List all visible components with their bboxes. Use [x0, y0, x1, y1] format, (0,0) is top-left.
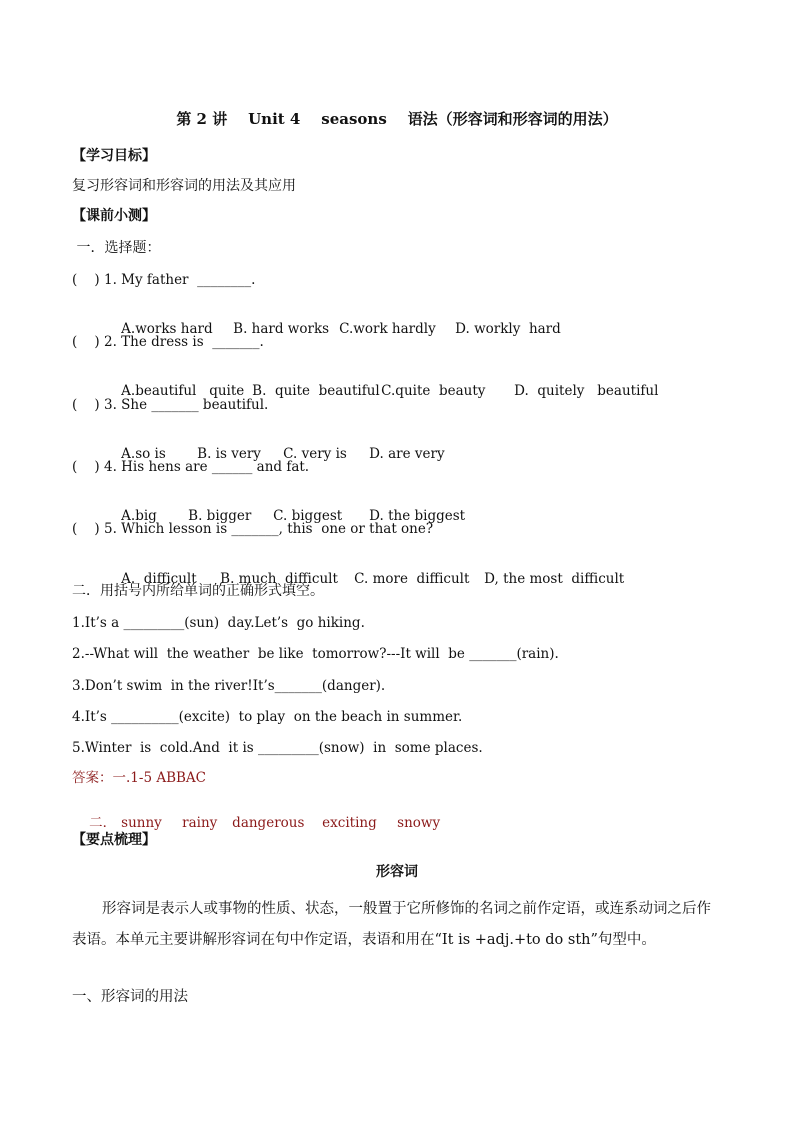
answer-word: rainy — [182, 815, 218, 831]
answer-word: exciting — [322, 815, 377, 831]
option: B. hard works — [233, 321, 330, 337]
answer-word: dangerous — [232, 815, 305, 831]
mc-question-3: ( ) 3. She _______ beautiful. — [72, 397, 269, 413]
sub-title-adjective: 形容词 — [376, 864, 418, 880]
option: C. more difficult — [354, 571, 470, 587]
section-learning-goal: 【学习目标】 — [72, 148, 156, 164]
option: B. quite beautiful — [252, 383, 380, 399]
option: B. bigger — [188, 508, 252, 524]
fill-item-1: 1.It’s a _________(sun) day.Let’s go hiking. — [72, 615, 365, 631]
option: D. the biggest — [369, 508, 466, 524]
fill-item-3: 3.Don’t swim in the river!It’s_______(danger). — [72, 678, 386, 694]
intro-paragraph: 形容词是表示人或事物的性质、状态，一般置于它所修饰的名词之前作定语，或连系动词之后作表语。本单元主要讲解形容词在句中作定语，表语和用在“It is +adj.+to do sth”句型中。 — [72, 901, 711, 948]
mc-question-5: ( ) 5. Which lesson is _______, this one or that one? — [72, 521, 434, 537]
fill-item-5: 5.Winter is cold.And it is _________(snow) in some places. — [72, 740, 483, 756]
option: C.quite beauty — [381, 383, 486, 399]
goal-text: 复习形容词和形容词的用法及其应用 — [72, 178, 296, 194]
answer-word: snowy — [397, 815, 441, 831]
mc-question-4: ( ) 4. His hens are ______ and fat. — [72, 459, 310, 475]
option: A.big — [121, 508, 157, 524]
part1-heading: 一．选择题： — [72, 240, 161, 256]
answer-label: 二． — [89, 815, 117, 831]
option: D. are very — [369, 446, 445, 462]
mc-question-2: ( ) 2. The dress is _______. — [72, 334, 264, 350]
page-title: 第 2 讲 Unit 4 seasons 语法（形容词和形容词的用法） — [176, 110, 618, 128]
option: B. much difficult — [220, 571, 338, 587]
option: C.work hardly — [339, 321, 436, 337]
part2-heading: 二．用括号内所给单词的正确形式填空。 — [72, 583, 324, 599]
answer-line-1: 答案：一.1-5 ABBAC — [72, 770, 206, 786]
option: A.so is — [121, 446, 166, 462]
option: D, the most difficult — [484, 571, 625, 587]
section-pre-test: 【课前小测】 — [72, 208, 156, 224]
option: A. difficult — [121, 571, 197, 587]
fill-item-4: 4.It’s __________(excite) to play on the beach in summer. — [72, 709, 463, 725]
option: A.works hard — [121, 321, 213, 337]
option: D. workly hard — [455, 321, 561, 337]
option: C. biggest — [273, 508, 343, 524]
option: C. very is — [283, 446, 347, 462]
fill-item-2: 2.--What will the weather be like tomorrow?---It will be _______(rain). — [72, 646, 559, 662]
mc-question-1: ( ) 1. My father ________. — [72, 272, 256, 288]
section-key-points: 【要点梳理】 — [72, 832, 156, 848]
usage-heading: 一、形容词的用法 — [72, 989, 188, 1005]
answer-word: sunny — [121, 815, 162, 831]
option: B. is very — [197, 446, 261, 462]
option: A.beautiful quite — [121, 383, 245, 399]
option: D. quitely beautiful — [514, 383, 659, 399]
